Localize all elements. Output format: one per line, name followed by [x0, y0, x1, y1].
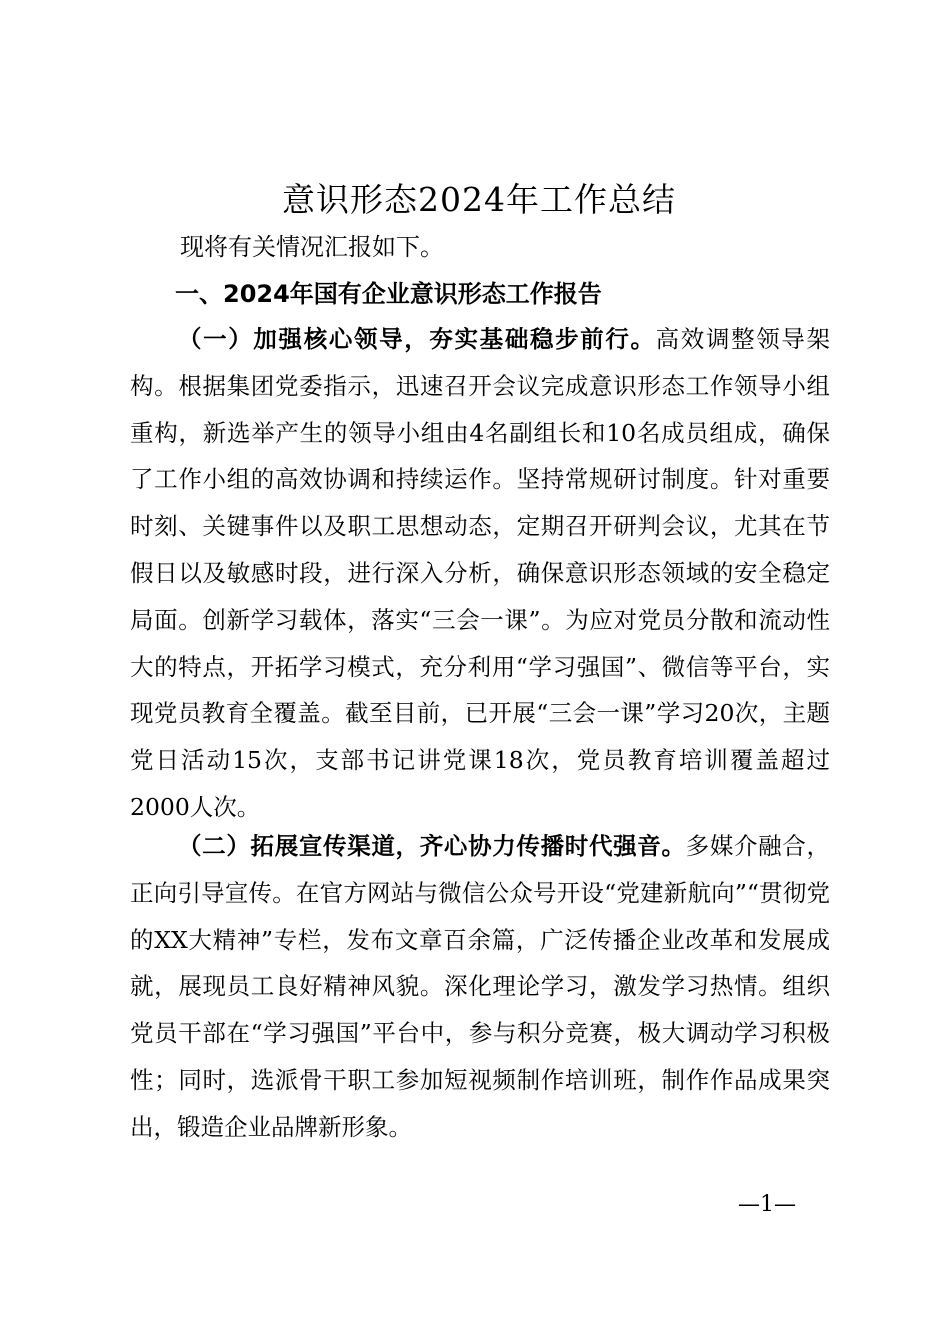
- paragraph-body: 多媒介融合，正向引导宣传。在官方网站与微信公众号开设“党建新航向”“贯彻党的XX大精神”专栏，发布文章百余篇，广泛传播企业改革和发展成就，展现员工良好精神风貌。深化理论学习，激发学习热情。组织党员干部在“学习强国”平台中，参与积分竞赛，极大调动学习积极性；同时，选派骨干职工参加短视频制作培训班，制作作品成果突出，锻造企业品牌新形象。: [130, 832, 831, 1141]
- section-heading: 一、2024年国有企业意识形态工作报告: [175, 280, 602, 308]
- paragraph-lead: （二）拓展宣传渠道，齐心协力传播时代强音。: [178, 832, 686, 860]
- paragraph-body: 高效调整领导架构。根据集团党委指示，迅速召开会议完成意识形态工作领导小组重构，新选举产生的领导小组由4名副组长和10名成员组成，确保了工作小组的高效协调和持续运作。坚持常规研讨制度。针对重要时刻、关键事件以及职工思想动态，定期召开研判会议，尤其在节假日以及敏感时段，进行深入分析，确保意识形态领域的安全稳定局面。创新学习载体，落实“三会一课”。为应对党员分散和流动性大的特点，开拓学习模式，充分利用“学习强国”、微信等平台，实现党员教育全覆盖。截至目前，已开展“三会一课”学习20次，主题党日活动15次，支部书记讲党课18次，党员教育培训覆盖超过2000人次。: [130, 325, 831, 821]
- page-number: —1—: [738, 1192, 796, 1217]
- intro-line: 现将有关情况汇报如下。: [180, 233, 444, 261]
- paragraph-publicity: [130, 823, 830, 1151]
- paragraph-lead: （一）加强核心领导，夯实基础稳步前行。: [178, 325, 656, 353]
- document-title: 意识形态2024年工作总结: [282, 180, 676, 219]
- paragraph-leadership: [130, 316, 830, 831]
